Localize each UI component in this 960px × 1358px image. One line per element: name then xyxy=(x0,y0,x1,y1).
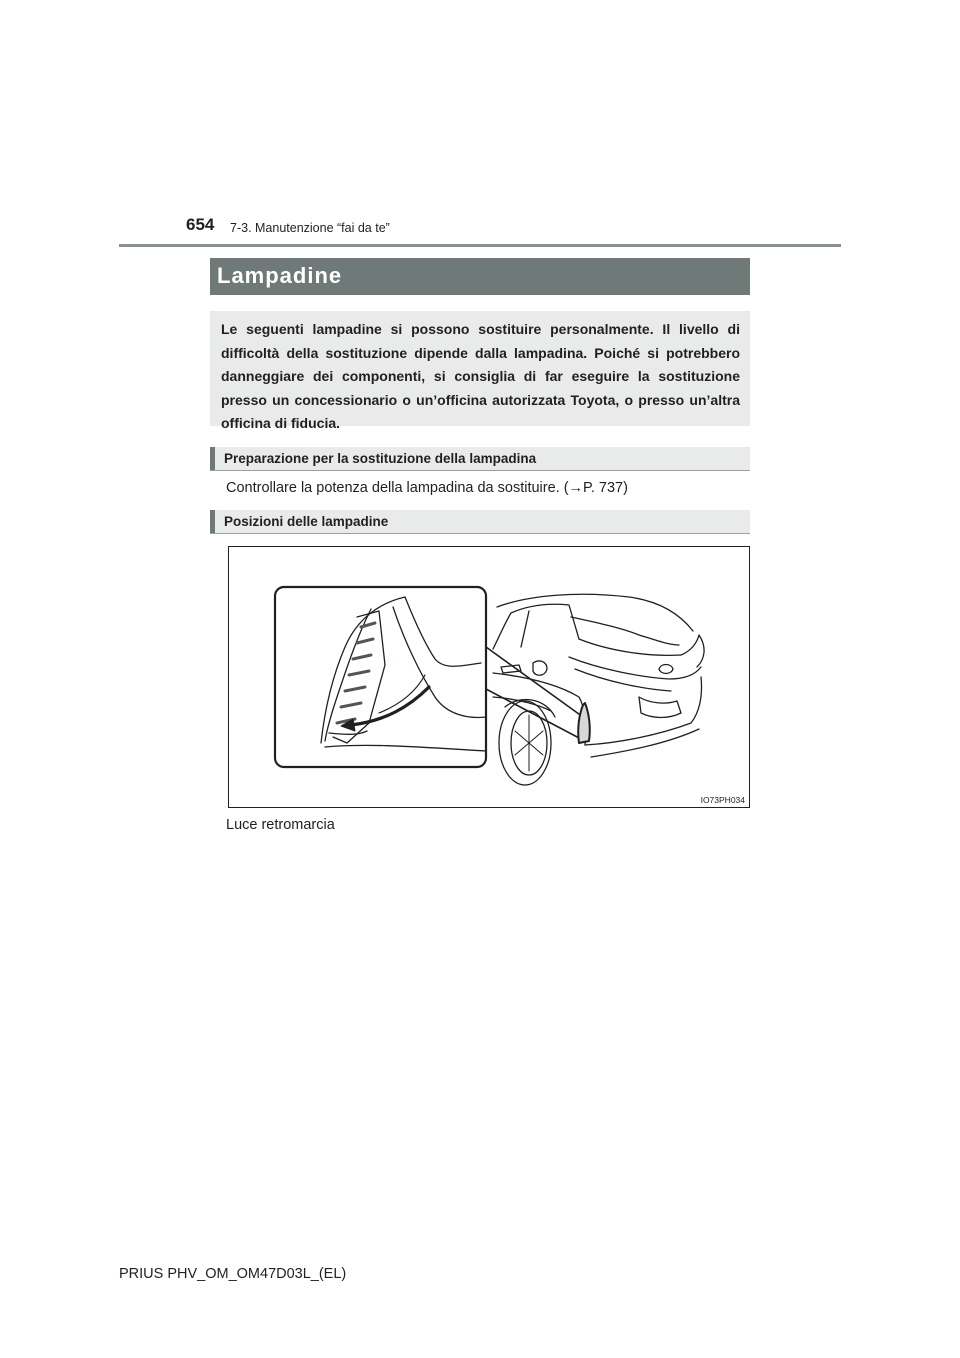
car-rear-illustration xyxy=(229,547,749,807)
tail-light-bar xyxy=(569,657,701,679)
charge-port-door xyxy=(533,661,547,675)
detail-inset-frame xyxy=(275,587,486,767)
pointer-arrow xyxy=(351,687,429,725)
page-title-bar xyxy=(210,258,750,295)
leader-line-top xyxy=(486,647,583,717)
inset-body-line xyxy=(405,597,481,666)
figure-caption: Luce retromarcia xyxy=(226,817,335,833)
bulb-location-figure xyxy=(228,546,750,808)
subheading-positions-label: Posizioni delle lampadine xyxy=(224,514,389,529)
subheading-marker xyxy=(210,447,215,470)
door-handle xyxy=(501,665,521,673)
page-number: 654 xyxy=(186,215,215,234)
reverse-light-location xyxy=(578,703,590,743)
page-title: Lampadine xyxy=(217,263,343,288)
document-footer: PRIUS PHV_OM_OM47D03L_(EL) xyxy=(119,1266,347,1282)
intro-text: Le seguenti lampadine si possono sostituire personalmente. Il livello di difficoltà della sostituzione dipende dalla lampadina. Poiché si potrebbero danneggiare dei componenti, si consiglia di far eseguire la sostituzione presso un concessionario o un’officina autorizzata Toyota, o presso un’altra officina di fiducia. xyxy=(221,321,740,431)
car-side-window xyxy=(493,604,579,649)
subheading-preparation-label: Preparazione per la sostituzione della lampadina xyxy=(224,451,537,466)
inset-lamp-outline xyxy=(321,597,405,743)
rear-window xyxy=(571,617,679,645)
figure-code: IO73PH034 xyxy=(700,795,745,805)
section-breadcrumb: 7-3. Manutenzione “fai da te” xyxy=(230,221,390,235)
emblem xyxy=(659,665,673,674)
subheading-marker xyxy=(210,510,215,533)
subheading-preparation xyxy=(210,447,750,471)
preparation-text: Controllare la potenza della lampadina da sostituire. (→P. 737) xyxy=(226,480,628,496)
header-rule xyxy=(119,244,841,247)
license-plate-area xyxy=(639,697,681,718)
subheading-positions xyxy=(210,510,750,534)
rear-wheel xyxy=(499,701,551,785)
intro-box xyxy=(210,311,750,431)
spoiler xyxy=(681,635,704,667)
